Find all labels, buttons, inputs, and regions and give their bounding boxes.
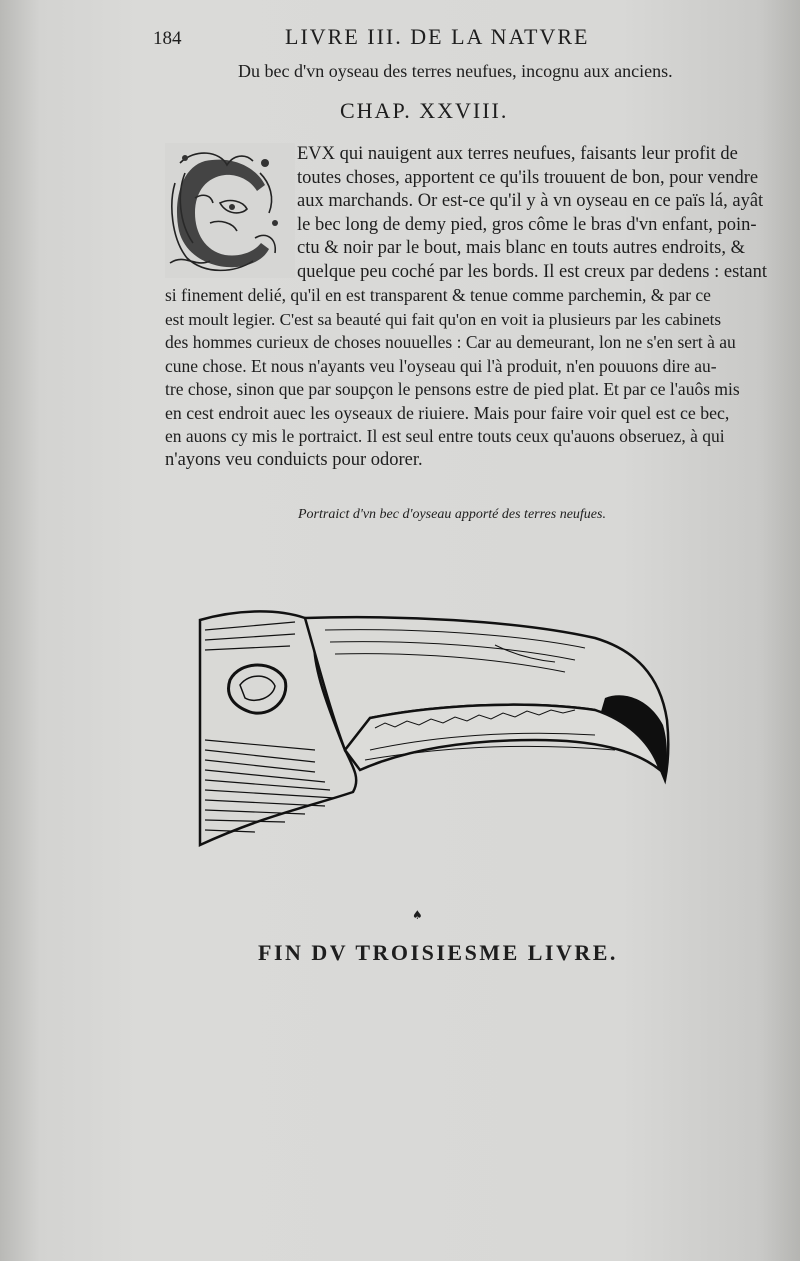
chapter-heading: CHAP. XXVIII. [340,98,509,123]
body-line: des hommes curieux de choses nouuelles : Car au demeurant, lon ne s'en sert à au [165,332,736,352]
beak-woodcut [195,600,685,850]
fleuron-ornament: ♠ [412,908,423,922]
body-line: EVX qui nauigent aux terres neufues, faisants leur profit de [297,144,738,164]
body-line: si finement delié, qu'il en est transparent & tenue comme parchemin, & par ce [165,285,711,305]
running-head: LIVRE III. DE LA NATVRE [285,24,590,49]
body-line: cune chose. Et nous n'ayants veu l'oyseau qui l'à produit, n'en pouuons dire au- [165,355,717,376]
chapter-body [165,143,780,472]
book-ending-title: FIN DV TROISIESME LIVRE. [258,940,618,965]
body-line: en cest endroit auec les oyseaux de riuiere. Mais pour faire voir quel est ce bec, [165,402,730,423]
figure-caption: Portraict d'vn bec d'oyseau apporté des terres neufues. [298,507,606,522]
body-line: le bec long de demy pied, gros côme le bras d'vn enfant, poin- [297,214,757,235]
body-line: toutes choses, apportent ce qu'ils trouuent de bon, pour vendre [297,167,759,188]
body-line: quelque peu coché par les bords. Il est creux par dedens : estant [297,261,768,282]
body-line: n'ayons veu conduicts pour odorer. [165,449,423,470]
page-number: 184 [153,28,182,49]
body-line: en auons cy mis le portraict. Il est seul entre touts ceux qu'auons obseruez, à qui [165,426,725,446]
body-line: tre chose, sinon que par soupçon le pensons estre de pied plat. Et par ce l'auôs mis [165,379,740,399]
body-line: aux marchands. Or est-ce qu'il y à vn oyseau en ce païs lá, ayât [297,191,764,211]
body-line: ctu & noir par le bout, mais blanc en touts autres endroits, & [297,238,746,258]
body-line: est moult legier. C'est sa beauté qui fait qu'on en voit ia plusieurs par les cabinets [165,309,722,329]
chapter-subtitle: Du bec d'vn oyseau des terres neufues, incognu aux anciens. [238,61,673,81]
